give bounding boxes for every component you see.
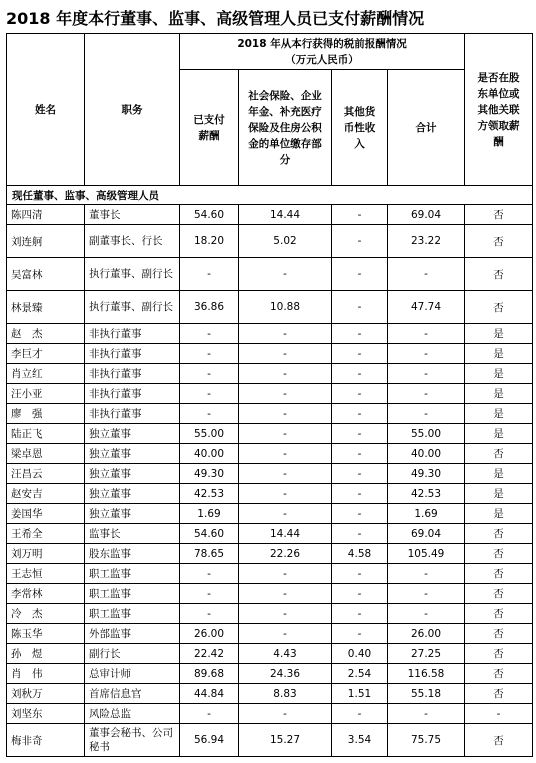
cell-name: 陈玉华	[7, 624, 85, 644]
cell-name: 林景臻	[7, 291, 85, 324]
cell-paid: 22.42	[180, 644, 239, 664]
cell-total: -	[388, 404, 465, 424]
cell-duty: 独立董事	[85, 444, 180, 464]
cell-paid: 54.60	[180, 205, 239, 225]
cell-total: -	[388, 584, 465, 604]
table-row	[7, 524, 533, 544]
cell-total: 55.18	[388, 684, 465, 704]
cell-social: -	[239, 464, 332, 484]
cell-other: 1.51	[332, 684, 388, 704]
cell-name: 冷 杰	[7, 604, 85, 624]
cell-duty: 非执行董事	[85, 364, 180, 384]
cell-other: 3.54	[332, 724, 388, 757]
cell-total: -	[388, 258, 465, 291]
cell-other: -	[332, 584, 388, 604]
cell-related: 是	[465, 384, 533, 404]
cell-other: -	[332, 564, 388, 584]
cell-name: 刘连舸	[7, 225, 85, 258]
table-row	[7, 464, 533, 484]
cell-related: 否	[465, 604, 533, 624]
cell-paid: 36.86	[180, 291, 239, 324]
cell-name: 汪昌云	[7, 464, 85, 484]
cell-social: -	[239, 364, 332, 384]
cell-paid: 1.69	[180, 504, 239, 524]
cell-paid: 40.00	[180, 444, 239, 464]
cell-total: 1.69	[388, 504, 465, 524]
cell-other: -	[332, 344, 388, 364]
cell-other: -	[332, 324, 388, 344]
cell-total: 75.75	[388, 724, 465, 757]
cell-total: -	[388, 364, 465, 384]
table-row	[7, 225, 533, 258]
header-paid-text: 已支付薪酬	[193, 113, 225, 142]
cell-paid: -	[180, 384, 239, 404]
cell-name: 李常林	[7, 584, 85, 604]
table-row	[7, 704, 533, 724]
cell-social: -	[239, 324, 332, 344]
cell-paid: -	[180, 584, 239, 604]
cell-other: -	[332, 291, 388, 324]
cell-social: 8.83	[239, 684, 332, 704]
cell-social: -	[239, 504, 332, 524]
table-row	[7, 324, 533, 344]
cell-name: 梅非奇	[7, 724, 85, 757]
header-other	[332, 70, 388, 186]
cell-name: 陈四清	[7, 205, 85, 225]
header-paid	[180, 70, 239, 186]
cell-total: 116.58	[388, 664, 465, 684]
table-row	[7, 724, 533, 757]
cell-name: 姜国华	[7, 504, 85, 524]
cell-paid: -	[180, 404, 239, 424]
cell-other: 0.40	[332, 644, 388, 664]
cell-other: -	[332, 464, 388, 484]
cell-paid: 56.94	[180, 724, 239, 757]
cell-social: 5.02	[239, 225, 332, 258]
cell-social: -	[239, 424, 332, 444]
cell-related: 否	[465, 544, 533, 564]
cell-duty: 独立董事	[85, 504, 180, 524]
cell-paid: 18.20	[180, 225, 239, 258]
table-row	[7, 684, 533, 704]
cell-duty: 非执行董事	[85, 344, 180, 364]
cell-duty: 非执行董事	[85, 324, 180, 344]
cell-total: 69.04	[388, 205, 465, 225]
cell-name: 吴富林	[7, 258, 85, 291]
cell-paid: 49.30	[180, 464, 239, 484]
cell-name: 赵 杰	[7, 324, 85, 344]
header-related	[465, 34, 533, 186]
cell-social: 4.43	[239, 644, 332, 664]
cell-other: -	[332, 258, 388, 291]
table-row	[7, 291, 533, 324]
cell-social: -	[239, 344, 332, 364]
cell-related: 否	[465, 564, 533, 584]
cell-duty: 执行董事、副行长	[85, 258, 180, 291]
table-row	[7, 344, 533, 364]
table-row	[7, 484, 533, 504]
cell-total: 40.00	[388, 444, 465, 464]
header-duty: 职务	[85, 34, 180, 186]
cell-other: 4.58	[332, 544, 388, 564]
cell-related: 否	[465, 258, 533, 291]
cell-duty: 职工监事	[85, 604, 180, 624]
cell-social: 24.36	[239, 664, 332, 684]
cell-social: 14.44	[239, 524, 332, 544]
cell-related: 否	[465, 664, 533, 684]
cell-other: -	[332, 364, 388, 384]
cell-name: 刘万明	[7, 544, 85, 564]
cell-name: 汪小亚	[7, 384, 85, 404]
cell-duty: 独立董事	[85, 464, 180, 484]
cell-name: 王希全	[7, 524, 85, 544]
cell-other: 2.54	[332, 664, 388, 684]
cell-related: 否	[465, 205, 533, 225]
cell-paid: 55.00	[180, 424, 239, 444]
cell-other: -	[332, 384, 388, 404]
cell-total: 26.00	[388, 624, 465, 644]
cell-social: -	[239, 404, 332, 424]
cell-total: -	[388, 564, 465, 584]
table-row	[7, 644, 533, 664]
cell-other: -	[332, 205, 388, 225]
cell-paid: 89.68	[180, 664, 239, 684]
cell-duty: 职工监事	[85, 564, 180, 584]
cell-duty: 首席信息官	[85, 684, 180, 704]
cell-paid: -	[180, 364, 239, 384]
cell-duty: 董事会秘书、公司秘书	[85, 724, 180, 757]
cell-duty: 监事长	[85, 524, 180, 544]
cell-related: 否	[465, 684, 533, 704]
cell-other: -	[332, 504, 388, 524]
cell-total: 23.22	[388, 225, 465, 258]
cell-paid: -	[180, 564, 239, 584]
cell-duty: 非执行董事	[85, 404, 180, 424]
cell-related: 是	[465, 484, 533, 504]
table-row	[7, 258, 533, 291]
cell-name: 李巨才	[7, 344, 85, 364]
cell-duty: 独立董事	[85, 424, 180, 444]
cell-duty: 副董事长、行长	[85, 225, 180, 258]
cell-social: -	[239, 258, 332, 291]
cell-social: -	[239, 564, 332, 584]
cell-other: -	[332, 624, 388, 644]
table-row	[7, 564, 533, 584]
cell-paid: -	[180, 704, 239, 724]
cell-related: 否	[465, 444, 533, 464]
cell-related: 否	[465, 524, 533, 544]
cell-duty: 职工监事	[85, 584, 180, 604]
table-row	[7, 604, 533, 624]
header-other-text: 其他货币性收入	[343, 105, 376, 150]
cell-total: 55.00	[388, 424, 465, 444]
cell-paid: -	[180, 258, 239, 291]
table-row	[7, 504, 533, 524]
cell-social: 15.27	[239, 724, 332, 757]
cell-duty: 董事长	[85, 205, 180, 225]
cell-related: 是	[465, 504, 533, 524]
cell-social: -	[239, 584, 332, 604]
table-row	[7, 544, 533, 564]
table-row	[7, 205, 533, 225]
cell-total: -	[388, 604, 465, 624]
header-group-unit: （万元人民币）	[285, 53, 359, 66]
header-group-title: 2018 年从本行获得的税前报酬情况	[237, 37, 407, 50]
cell-paid: 42.53	[180, 484, 239, 504]
cell-related: 否	[465, 291, 533, 324]
cell-duty: 副行长	[85, 644, 180, 664]
cell-duty: 股东监事	[85, 544, 180, 564]
cell-paid: 78.65	[180, 544, 239, 564]
cell-name: 梁卓恩	[7, 444, 85, 464]
page-title: 2018 年度本行董事、监事、高级管理人员已支付薪酬情况	[6, 9, 425, 28]
cell-paid: -	[180, 344, 239, 364]
cell-other: -	[332, 524, 388, 544]
cell-paid: -	[180, 324, 239, 344]
section-label: 现任董事、监事、高级管理人员	[7, 186, 533, 205]
cell-total: 47.74	[388, 291, 465, 324]
cell-social: -	[239, 484, 332, 504]
table-row	[7, 364, 533, 384]
cell-name: 刘秋万	[7, 684, 85, 704]
cell-name: 刘坚东	[7, 704, 85, 724]
cell-total: 105.49	[388, 544, 465, 564]
cell-name: 肖立红	[7, 364, 85, 384]
cell-related: 否	[465, 724, 533, 757]
table-body	[7, 186, 533, 757]
cell-paid: 26.00	[180, 624, 239, 644]
header-name: 姓名	[7, 34, 85, 186]
cell-total: 27.25	[388, 644, 465, 664]
cell-related: 否	[465, 644, 533, 664]
cell-other: -	[332, 444, 388, 464]
cell-duty: 外部监事	[85, 624, 180, 644]
cell-total: -	[388, 704, 465, 724]
cell-other: -	[332, 484, 388, 504]
cell-total: -	[388, 384, 465, 404]
cell-duty: 独立董事	[85, 484, 180, 504]
cell-paid: 44.84	[180, 684, 239, 704]
header-total: 合计	[388, 70, 465, 186]
cell-related: 是	[465, 344, 533, 364]
header-social-text: 社会保险、企业年金、补充医疗保险及住房公积金的单位缴存部分	[248, 89, 322, 166]
cell-related: 是	[465, 464, 533, 484]
cell-duty: 总审计师	[85, 664, 180, 684]
cell-duty: 风险总监	[85, 704, 180, 724]
cell-name: 王志恒	[7, 564, 85, 584]
table-row	[7, 404, 533, 424]
table-row	[7, 584, 533, 604]
cell-social: -	[239, 444, 332, 464]
cell-related: -	[465, 704, 533, 724]
cell-duty: 非执行董事	[85, 384, 180, 404]
cell-paid: 54.60	[180, 524, 239, 544]
cell-related: 是	[465, 324, 533, 344]
table-row	[7, 664, 533, 684]
compensation-table	[6, 33, 533, 757]
cell-related: 否	[465, 225, 533, 258]
cell-paid: -	[180, 604, 239, 624]
cell-social: -	[239, 624, 332, 644]
cell-social: 22.26	[239, 544, 332, 564]
header-social	[239, 70, 332, 186]
cell-total: -	[388, 344, 465, 364]
cell-social: -	[239, 384, 332, 404]
cell-related: 否	[465, 584, 533, 604]
cell-other: -	[332, 225, 388, 258]
cell-name: 廖 强	[7, 404, 85, 424]
cell-name: 赵安吉	[7, 484, 85, 504]
cell-name: 肖 伟	[7, 664, 85, 684]
cell-other: -	[332, 704, 388, 724]
table-row	[7, 424, 533, 444]
cell-other: -	[332, 424, 388, 444]
header-related-text: 是否在股东单位或其他关联方领取薪酬	[477, 71, 520, 148]
cell-social: -	[239, 704, 332, 724]
cell-social: -	[239, 604, 332, 624]
cell-related: 是	[465, 424, 533, 444]
table-row	[7, 444, 533, 464]
table-row	[7, 624, 533, 644]
cell-social: 14.44	[239, 205, 332, 225]
header-group	[180, 34, 465, 70]
cell-total: 49.30	[388, 464, 465, 484]
cell-other: -	[332, 604, 388, 624]
cell-name: 孙 煜	[7, 644, 85, 664]
table-row	[7, 384, 533, 404]
cell-total: 69.04	[388, 524, 465, 544]
cell-other: -	[332, 404, 388, 424]
cell-related: 否	[465, 624, 533, 644]
cell-total: -	[388, 324, 465, 344]
cell-total: 42.53	[388, 484, 465, 504]
cell-social: 10.88	[239, 291, 332, 324]
cell-related: 是	[465, 364, 533, 384]
cell-name: 陆正飞	[7, 424, 85, 444]
cell-related: 是	[465, 404, 533, 424]
cell-duty: 执行董事、副行长	[85, 291, 180, 324]
